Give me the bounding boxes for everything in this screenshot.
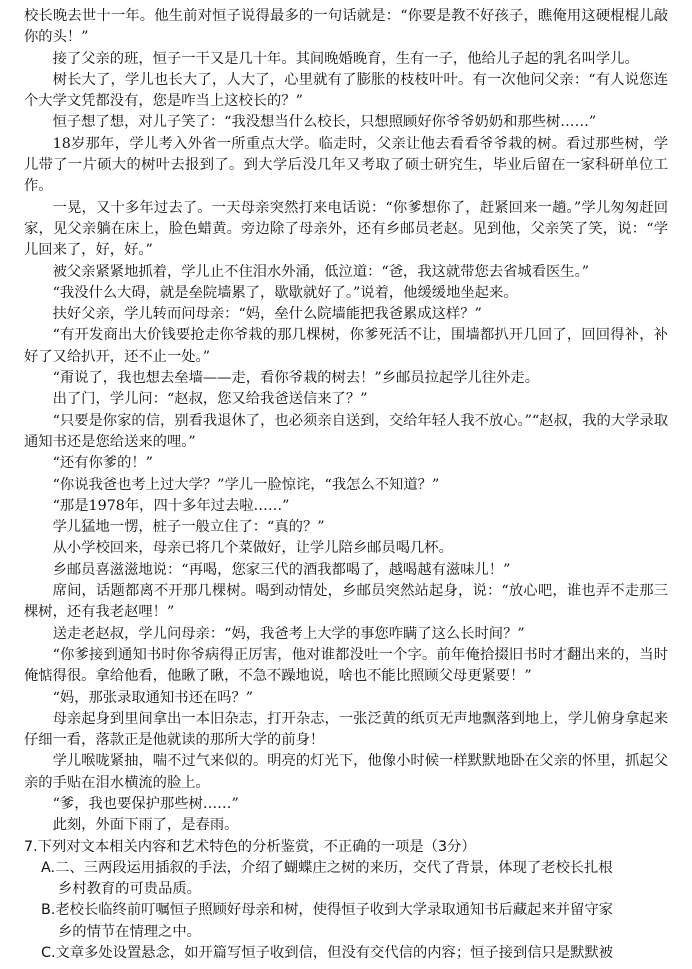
option-b-line2: 乡的情节在情理之中。 <box>58 923 201 940</box>
option-a-line1: A.二、三两段运用插叙的手法，介绍了蝴蝶庄之树的来历，交代了背景，体现了老校长扎根 <box>41 859 613 876</box>
question-stem: 7.下列对文本相关内容和艺术特色的分析鉴赏，不正确的一项是（3分） <box>24 838 476 855</box>
paragraph: “你说我爸也考上过大学？”学儿一脸惊诧，“我怎么不知道？” <box>52 476 440 493</box>
paragraph: “爹，我也要保护那些树……” <box>52 795 239 812</box>
option-c-line1: C.文章多处设置悬念，如开篇写恒子收到信，但没有交代信的内容；恒子接到信只是默默被 <box>41 945 614 962</box>
paragraph: 学儿猛地一愣，桩子一般立住了：“真的？” <box>52 519 325 536</box>
option-c <box>24 943 668 964</box>
paragraph: “我没什么大碍，就是垒院墙累了，歇歇就好了。”说着，他缓缓地坐起来。 <box>52 284 518 301</box>
paragraph: 学儿喉咙紧抽，喘不过气来似的。明亮的灯光下，他像小时候一样默默地卧在父亲的怀里，抓起父亲的手贴在泪水横流的脸上。 <box>24 753 668 791</box>
paragraph: 母亲起身到里间拿出一本旧杂志，打开杂志，一张泛黄的纸页无声地飘落到地上，学儿俯身拿起来仔细一看，落款正是他就读的那所大学的前身！ <box>24 710 668 749</box>
paragraph: 接了父亲的班，恒子一干又是几十年。其间晚婚晚育，生有一子，他给儿子起的乳名叫学儿。 <box>52 50 639 67</box>
paragraph: “甭说了，我也想去垒墙——走，看你爷栽的树去！”乡邮员拉起学儿往外走。 <box>52 370 540 387</box>
paragraph: 从小学校回来，母亲已将几个菜做好，让学儿陪乡邮员喝几杯。 <box>52 540 453 557</box>
paragraph: 送走老赵叔，学儿问母亲：“妈，我爸考上大学的事您咋瞒了这么长时间？” <box>52 625 525 642</box>
option-a <box>24 858 668 901</box>
paragraph: 此刻，外面下雨了，是春雨。 <box>52 817 239 834</box>
paragraph: “还有你爹的！” <box>52 455 153 472</box>
paragraph: 被父亲紧紧地抓着，学儿止不住泪水外涌，低泣道：“爸，我这就带您去省城看医生。” <box>52 263 590 280</box>
paragraph: “那是1978年，四十多年过去啦……” <box>52 497 290 514</box>
paragraph: “你爹接到通知书时你爷病得正厉害，他对谁都没吐一个字。前年俺拾掇旧书时才翻出来的，当时俺惦得很。拿给他看，他瞅了瞅，不急不躁地说，啥也不能比照顾父母更紧要！” <box>24 646 668 685</box>
paragraph: “妈，那张录取通知书还在吗？” <box>52 689 254 706</box>
paragraph: 树长大了，学儿也长大了，人大了，心里就有了膨胀的枝枝叶叶。有一次他问父亲：“有人说您连个大学文凭都没有，您是咋当上这校长的？” <box>24 71 668 110</box>
paragraph: “有开发商出大价钱要抢走你爷栽的那几棵树，你爹死活不让，围墙都扒开几回了，回回得补，补好了又给扒开，还不止一处。” <box>24 327 668 365</box>
paragraph: 席间，话题都离不开那几棵树。喝到动情处，乡邮员突然站起身，说：“放心吧，谁也弄不走那三棵树，还有我老赵哩！” <box>24 583 668 621</box>
paragraph: 恒子想了想，对儿子笑了：“我没想当什么校长，只想照顾好你爷爷奶奶和那些树……” <box>52 114 597 131</box>
paragraph: 扶好父亲，学儿转而问母亲：“妈，垒什么院墙能把我爸累成这样？” <box>52 306 482 323</box>
paragraph: 一晃，又十多年过去了。一天母亲突然打来电话说：“你爹想你了，赶紧回来一趟。”学儿匆匆赶回家，见父亲躺在床上，脸色蜡黄。旁边除了母亲外，还有乡邮员老赵。见到他，父亲笑了笑，说：“学儿回来了，好，好。” <box>24 199 668 259</box>
paragraph: 出了门，学儿问：“赵叔，您又给我爸送信来了？” <box>52 391 368 408</box>
story-text <box>24 6 668 837</box>
question-block <box>24 837 668 965</box>
option-b <box>24 900 668 943</box>
option-b-line1: B.老校长临终前叮嘱恒子照顾好母亲和树，使得恒子收到大学录取通知书后藏起来并留守家 <box>41 902 613 919</box>
paragraph: “只要是你家的信，别看我退休了，也必须亲自送到，交给年轻人我不放心。”“赵叔，我的大学录取通知书还是您给送来的哩。” <box>24 412 668 450</box>
paragraph: 校长晚去世十一年。他生前对恒子说得最多的一句话就是：“你要是教不好孩子，瞧俺用这硬棍棍儿敲你的头！” <box>24 8 668 46</box>
paragraph: 18岁那年，学儿考入外省一所重点大学。临走时，父亲让他去看看爷爷栽的树。看过那些树，学儿带了一片硕大的树叶去报到了。到大学后没几年又考取了硕士研究生，毕业后留在一家科研单位工作。 <box>24 135 668 195</box>
option-a-line2: 乡村教育的可贵品质。 <box>58 881 201 898</box>
paragraph: 乡邮员喜滋滋地说：“再喝，您家三代的酒我都喝了，越喝越有滋味儿！” <box>52 561 511 578</box>
